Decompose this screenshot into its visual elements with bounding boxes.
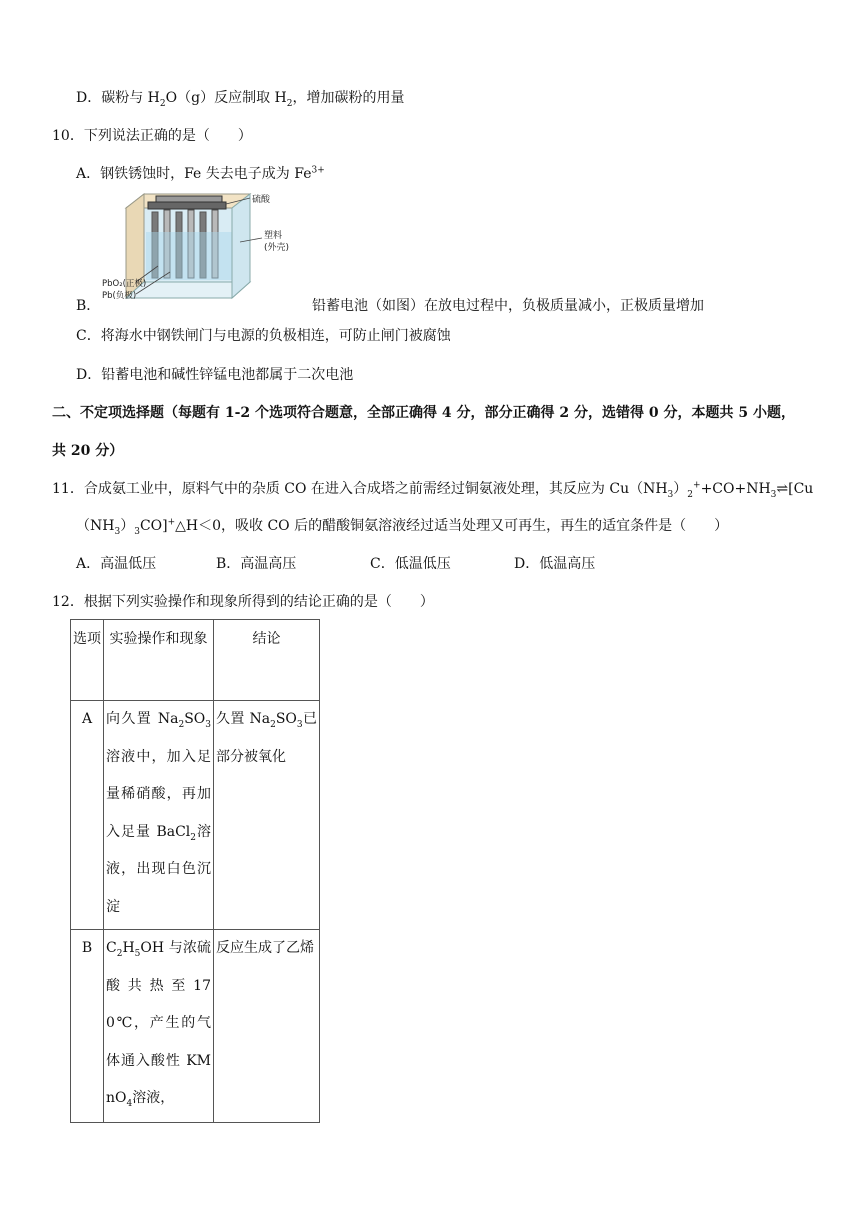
superscript: 3+ [311,165,325,176]
subscript: 3 [667,489,674,500]
experiment-table [70,619,320,1123]
table-header-row [71,620,320,701]
label-pb: Pb(负极) [102,291,137,301]
label-plastic: 塑料 [264,231,283,241]
text: D．碳粉与 H [76,90,160,106]
text: +CO+NH [700,481,771,497]
subscript: 4 [126,1099,133,1110]
q10-option-b-label: B． [76,298,101,314]
subscript: 3 [114,526,121,537]
text: SO [184,711,206,727]
header-operation [104,620,214,701]
label-acid: 硫酸 [252,195,271,205]
cell-text [106,940,211,1110]
row-a-conclusion [214,701,320,930]
q12-stem: 12．根据下列实验操作和现象所得到的结论正确的是（ ） [52,594,434,610]
table-row-a [71,701,320,930]
subscript: 3 [296,719,303,730]
text: ） [120,518,135,534]
cell-text: 反应生成了乙烯 [216,940,314,956]
subscript: 2 [178,719,185,730]
subscript: 2 [190,832,196,843]
header-text: 选项 [73,631,101,647]
text: 11．合成氨工业中，原料气中的杂质 CO 在进入合成塔之前需经过铜氨液处理，其反应为 Cu（NH [52,481,668,497]
label-plastic-shell: (外壳) [264,243,290,253]
row-a-operation [104,701,214,930]
label-pbo2: PbO₂(正极) [102,279,147,289]
subscript: 3 [134,526,140,537]
text: O（g）反应制取 H [165,90,287,106]
subscript: 2 [159,98,166,109]
text: （NH [76,518,115,534]
row-b-option: B [71,930,104,1123]
subscript: 3 [770,489,777,500]
q11-option-b: B．高温高压 [216,556,297,572]
subscript: 2 [270,719,276,730]
q10-stem: 10．下列说法正确的是（ ） [52,128,252,144]
lead-acid-battery-figure [100,186,310,308]
header-text: 实验操作和现象 [109,631,208,647]
subscript: 2 [116,948,123,959]
text: △H＜0，吸收 CO 后的醋酸铜氨溶液经过适当处理又可再生，再生的适宜条件是（ ） [175,518,729,534]
q10-option-a [76,164,325,184]
table-row-b [71,930,320,1123]
text: ，增加碳粉的用量 [292,90,405,106]
q10-option-d: D．铅蓄电池和碱性锌锰电池都属于二次电池 [76,367,354,383]
header-text: 结论 [252,631,281,647]
q11-stem-line1 [52,479,813,499]
superscript: + [693,480,701,491]
row-a-option: A [71,701,104,930]
q10-option-b-text: 铅蓄电池（如图）在放电过程中，负极质量减小，正极质量增加 [312,298,704,314]
header-conclusion [214,620,320,701]
text: CO] [139,518,168,534]
header-option [71,620,104,701]
subscript: 2 [286,98,293,109]
text: 向久置 Na [106,711,179,727]
cell-text [216,711,317,765]
text: 溶液中，加入足量稀硝酸，再加入足量 BaCl [106,748,211,840]
text: ⇌[Cu [776,481,814,497]
text: ） [673,481,688,497]
subscript: 5 [134,948,141,959]
subscript: 2 [687,489,694,500]
text: OH 与浓硫酸共热至170℃，产生的气体通入酸性 KMnO [106,940,211,1107]
section2-heading-cont: 共 20 分） [52,443,124,459]
subscript: 3 [205,719,211,730]
q11-option-c: C．低温低压 [370,556,451,572]
text: H [122,940,135,956]
text: 溶液， [132,1090,175,1107]
q9-option-d [76,88,404,108]
text: A．钢铁锈蚀时，Fe 失去电子成为 Fe [76,166,312,182]
q11-option-a: A．高温低压 [76,556,157,572]
section2-heading: 二、不定项选择题（每题有 1-2 个选项符合题意，全部正确得 4 分，部分正确得 2 分，选错得 0 分，本题共 5 小题， [52,405,795,421]
row-b-operation [104,930,214,1123]
text: 溶液，出现白色沉淀 [106,823,211,915]
superscript: + [167,517,176,528]
text: 久置 Na [216,711,271,727]
text: SO [275,711,297,727]
q10-option-c: C．将海水中钢铁闸门与电源的负极相连，可防止闸门被腐蚀 [76,328,451,344]
row-b-conclusion [214,930,320,1123]
q11-stem-line2 [76,516,728,536]
q11-option-d: D．低温高压 [514,556,596,572]
text: 已部分被氧化 [216,711,318,765]
cell-text [106,711,211,915]
text: C [106,940,117,956]
